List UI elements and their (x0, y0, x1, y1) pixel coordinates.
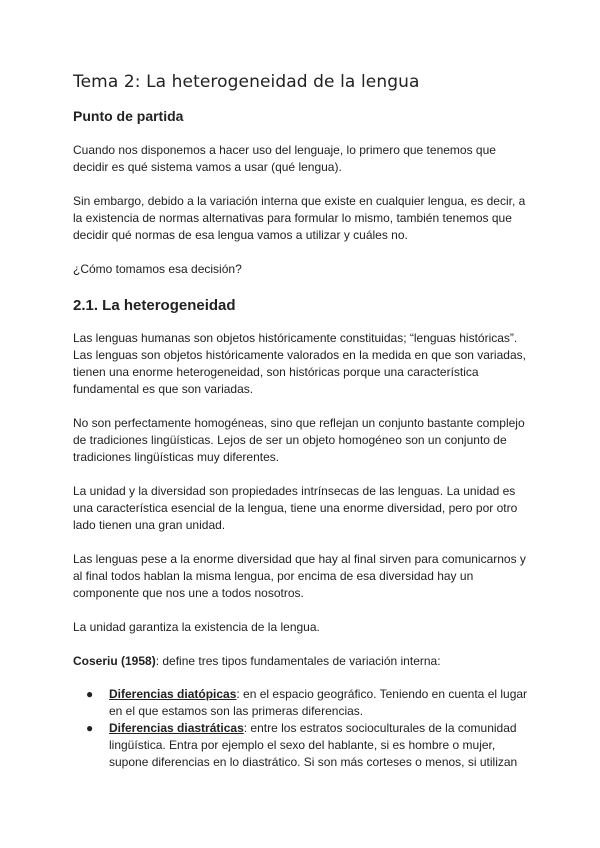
coseriu-text: : define tres tipos fundamentales de variación interna: (155, 654, 441, 668)
list-item-term: Diferencias diatópicas (109, 687, 237, 701)
paragraph: Las lenguas pese a la enorme diversidad que hay al final sirven para comunicarnos y al final todos hablan la misma lengua, por encima de esa diversidad hay un componente que nos une a todos nosotros. (73, 552, 526, 600)
paragraph: Sin embargo, debido a la variación interna que existe en cualquier lengua, es decir, a la existencia de normas alternativas para formular lo mismo, también tenemos que decidir qué normas de esa lengua vamos a utilizar y cuáles no. (73, 194, 526, 242)
list-item-term: Diferencias diastráticas (109, 721, 244, 735)
section-heading-punto-de-partida: Punto de partida (73, 108, 184, 124)
paragraph: Las lenguas humanas son objetos históricamente constituidas; “lenguas históricas”. Las lenguas son objetos históricamente valorados en la medida en que son variadas, tienen una enorme heterogeneidad, son históricas porque una característica fundamental es que son variadas. (73, 331, 526, 396)
bullet-icon: ● (86, 687, 94, 701)
coseriu-paragraph (73, 653, 533, 670)
section-heading-heterogeneidad: 2.1. La heterogeneidad (73, 297, 236, 314)
paragraph: Cuando nos disponemos a hacer uso del lenguaje, lo primero que tenemos que decidir es qué sistema vamos a usar (qué lengua). (73, 143, 496, 174)
paragraph: La unidad y la diversidad son propiedades intrínsecas de las lenguas. La unidad es una característica esencial de la lengua, tiene una enorme diversidad, pero por otro lado tienen una gran unidad. (73, 484, 518, 532)
variation-list (73, 686, 533, 771)
coseriu-label: Coseriu (1958) (73, 654, 156, 668)
list-item-text: : entre los estratos socioculturales de la comunidad lingüística. Entra por ejemplo el sexo del hablante, si es hombre o mujer, supone diferencias en lo diastrático. Si son más corteses o menos, si utilizan (109, 721, 518, 769)
list-item (73, 686, 533, 720)
paragraph: ¿Cómo tomamos esa decisión? (73, 262, 242, 276)
document-title: Tema 2: La heterogeneidad de la lengua (73, 72, 420, 92)
paragraph: No son perfectamente homogéneas, sino que reflejan un conjunto bastante complejo de tradiciones lingüísticas. Lejos de ser un objeto homogéneo son un conjunto de tradiciones lingüísticas muy diferentes. (73, 416, 525, 464)
list-item-text: : en el espacio geográfico. Teniendo en cuenta el lugar en el que estamos son las primeras diferencias. (109, 687, 528, 718)
bullet-icon: ● (86, 721, 94, 735)
paragraph: La unidad garantiza la existencia de la lengua. (73, 620, 320, 634)
list-item (73, 720, 533, 771)
document-body (73, 70, 533, 771)
